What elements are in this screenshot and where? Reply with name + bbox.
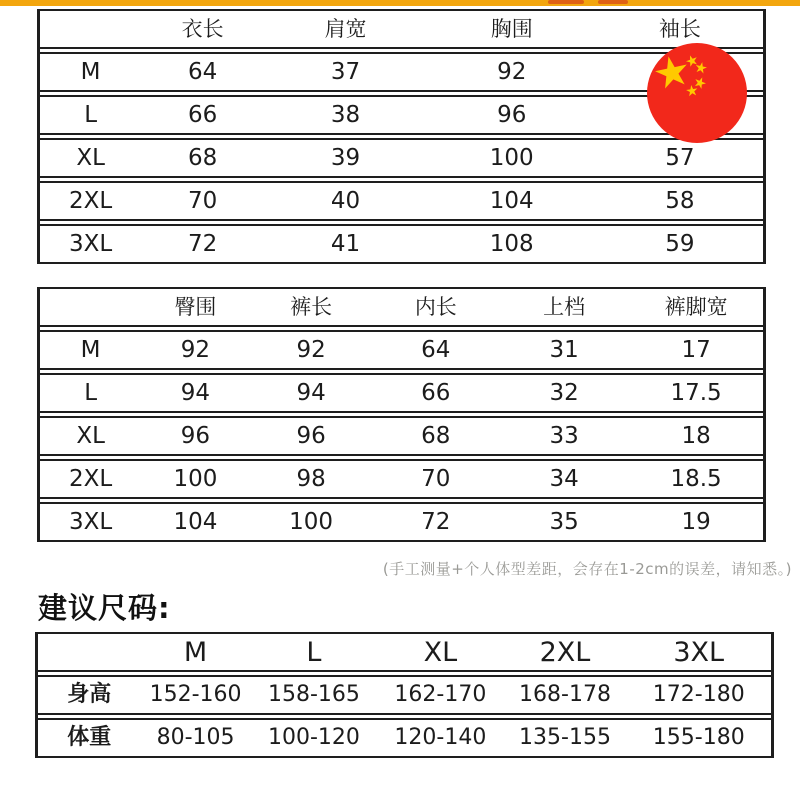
table-header-row [38, 632, 771, 672]
table-cell: 98 [296, 465, 326, 492]
table-cell: 72 [421, 508, 451, 535]
table-cell: 66 [421, 379, 451, 406]
table-cell: 158-165 [267, 682, 360, 707]
topbar-red-mark [548, 0, 584, 4]
size-label-cell: 2XL [69, 465, 113, 492]
table-cell: 100 [173, 465, 218, 492]
table-cell: 94 [296, 379, 326, 406]
table-cell: 38 [330, 101, 361, 128]
table-header-cell: L [306, 636, 322, 668]
table-header-cell: 3XL [673, 636, 725, 668]
table-cell: 172-180 [652, 682, 745, 707]
table-header-cell: 肩宽 [324, 16, 367, 41]
table-cell: 35 [549, 508, 579, 535]
table-cell: 59 [665, 230, 695, 257]
table-header-cell: 裤长 [290, 294, 333, 319]
table-cell: 40 [330, 187, 361, 214]
topbar-red-mark [598, 0, 628, 4]
bottom-size-table [37, 287, 766, 542]
table-cell: 64 [421, 336, 451, 363]
table-cell: 100 [289, 508, 334, 535]
table-cell: 96 [296, 422, 326, 449]
size-label-cell: 2XL [69, 187, 113, 214]
table-row [40, 502, 763, 542]
table-cell: 168-178 [519, 682, 611, 707]
table-cell: 94 [180, 379, 211, 406]
table-cell: 17 [681, 336, 711, 363]
table-cell: 104 [173, 508, 218, 535]
table-header-cell: 上档 [543, 294, 586, 319]
row-label-weight: 体重 [67, 725, 112, 750]
table-cell: 31 [549, 336, 579, 363]
size-label-cell: 3XL [69, 508, 113, 535]
table-cell: 92 [180, 336, 211, 363]
table-cell: 155-180 [652, 725, 745, 750]
table-header-cell: 衣长 [181, 16, 224, 41]
table-row [40, 373, 763, 413]
size-label-cell: L [84, 379, 98, 406]
table-cell: 57 [665, 144, 695, 171]
table-header-cell: 袖长 [658, 16, 701, 41]
table-cell: 100 [489, 144, 534, 171]
table-cell: 17.5 [670, 379, 722, 406]
size-label-cell: XL [76, 144, 105, 171]
table-cell: 70 [421, 465, 451, 492]
table-row [40, 224, 763, 264]
table-cell: 70 [188, 187, 218, 214]
size-label-cell: 3XL [69, 230, 113, 257]
size-label-cell: XL [76, 422, 105, 449]
table-cell: 18.5 [670, 465, 722, 492]
table-cell: 68 [421, 422, 451, 449]
table-cell: 92 [296, 336, 326, 363]
table-row [40, 330, 763, 370]
section-title-suggested-size: 建议尺码: [38, 591, 171, 625]
table-cell: 34 [549, 465, 579, 492]
table-cell: 39 [330, 144, 361, 171]
suggest-size-table [35, 632, 774, 758]
table-cell: 37 [330, 58, 361, 85]
table-cell: 66 [188, 101, 218, 128]
row-label-height: 身高 [67, 682, 112, 707]
table-cell: 33 [549, 422, 579, 449]
table-cell: 120-140 [394, 725, 487, 750]
table-header-cell: 2XL [539, 636, 591, 668]
table-header-row [40, 287, 763, 327]
table-cell: 92 [497, 58, 527, 85]
size-label-cell: L [84, 101, 98, 128]
table-cell: 64 [188, 58, 218, 85]
china-flag-icon [647, 43, 747, 143]
table-header-cell: 臀围 [174, 294, 217, 319]
table-cell: 58 [665, 187, 695, 214]
table-cell: 32 [549, 379, 579, 406]
table-row [38, 675, 771, 715]
table-cell: 72 [188, 230, 218, 257]
top-accent-bar [0, 0, 800, 6]
table-cell: 96 [180, 422, 211, 449]
table-header-cell: 胸围 [490, 16, 533, 41]
table-cell: 100-120 [267, 725, 360, 750]
table-cell: 41 [330, 230, 361, 257]
table-cell: 18 [681, 422, 711, 449]
table-header-cell: XL [423, 636, 458, 668]
measurement-note: (手工测量+个人体型差距，会存在1-2cm的误差，请知悉。) [382, 560, 792, 578]
table-cell: 68 [188, 144, 218, 171]
table-row [40, 138, 763, 178]
table-cell: 19 [681, 508, 711, 535]
table-row [38, 718, 771, 758]
table-cell: 108 [489, 230, 534, 257]
table-row [40, 459, 763, 499]
table-cell: 162-170 [394, 682, 487, 707]
table-row [40, 416, 763, 456]
size-label-cell: M [80, 58, 101, 85]
table-header-cell: 裤脚宽 [664, 294, 728, 319]
table-cell: 104 [489, 187, 534, 214]
size-label-cell: M [80, 336, 101, 363]
table-cell: 80-105 [156, 725, 235, 750]
table-cell: 152-160 [149, 682, 242, 707]
table-row [40, 181, 763, 221]
table-cell: 96 [497, 101, 527, 128]
table-cell: 135-155 [519, 725, 611, 750]
table-header-cell: M [183, 636, 208, 668]
table-header-cell: 内长 [414, 294, 457, 319]
